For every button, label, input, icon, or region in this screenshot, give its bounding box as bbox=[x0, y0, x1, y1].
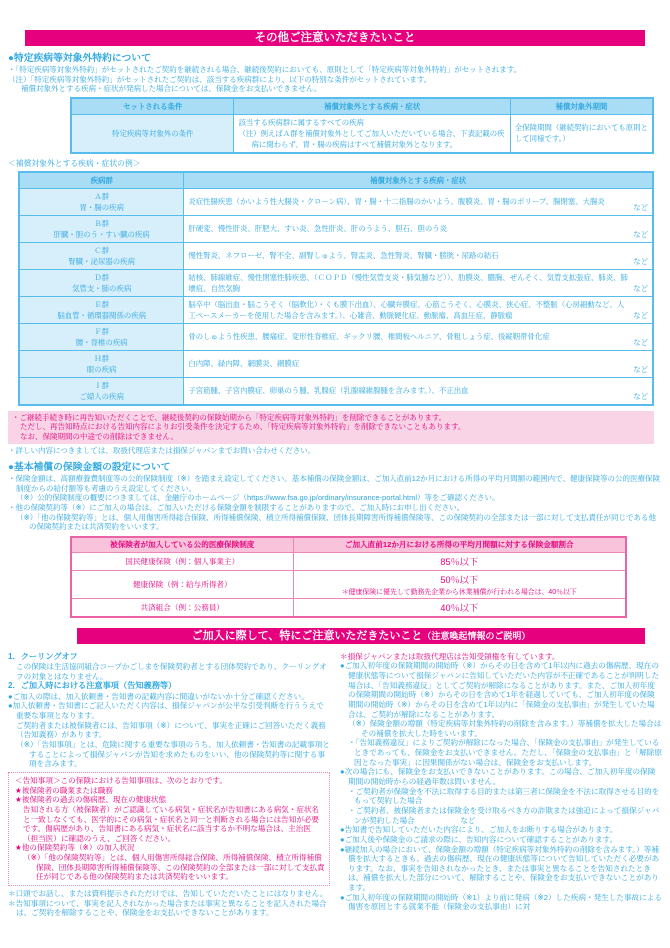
table-row-group-a bbox=[19, 188, 653, 215]
group-name: Ｅ群 bbox=[94, 299, 110, 309]
kokuchi-items-box bbox=[8, 772, 330, 886]
bullet-note: （※）「告知事項」とは、危険に関する重要な事項のうち、加入依頼書・告知書の記載事項とすることによって損保ジャパンが告知を求めたものをいい、他の保険契約等に関する事項を含みます。 bbox=[16, 740, 330, 769]
disease-cell bbox=[234, 114, 510, 153]
section-banner-important-notes bbox=[77, 628, 645, 644]
table-row-group-f bbox=[19, 323, 653, 350]
system-cell: 国民健康保険（例：個人事業主） bbox=[71, 552, 293, 570]
heading-tokutei-tokuyaku: ●特定疾病等対象外特約について bbox=[8, 53, 151, 64]
group-name: Ｉ群 bbox=[94, 380, 110, 390]
diseases-cell bbox=[184, 323, 653, 350]
bullet: ●ご加入後や保険金のご請求の際に、告知内容について確認することがあります。 bbox=[340, 834, 618, 844]
kokuchi-authority-note: ＊損保ジャパンまたは取扱代理店は告知受領権を有しています。 bbox=[340, 651, 560, 661]
group-category: 気管支・肺の疾病 bbox=[72, 283, 132, 293]
etc-label: など bbox=[633, 364, 648, 374]
diseases-text: 肝硬変、慢性肝炎、肝肥大、すい炎、急性肝炎、肝のうよう、胆石、胆のう炎 bbox=[188, 224, 448, 234]
disease-note: （注）例えばＡ群を補償対象外としてご加入いただいている場合、下表記載の疾病に関わらず、胃・腸の疾病はすべて補償対象外となります。 bbox=[238, 128, 505, 149]
two-column-area bbox=[8, 652, 662, 918]
amount-line: ・他の保険契約等（※）にご加入の場合は、ご加入いただける保険金額を制限することがありますので、ご加入時にお申し出ください。 bbox=[8, 502, 465, 512]
diseases-text: 結核、肺線維症、慢性閉塞性肺疾患、（ＣＯＰＤ（慢性気管支炎・肺気腫など））、肋膜炎、膿胸、ぜんそく、気管支拡張症、肺炎、肺壊疽、自然気胸 bbox=[188, 272, 628, 293]
condition-table bbox=[70, 97, 654, 154]
table-row-kokumin bbox=[71, 552, 626, 570]
group-cell bbox=[19, 323, 184, 350]
group-name: Ｈ群 bbox=[94, 353, 110, 363]
table-header-row bbox=[19, 172, 653, 189]
col-header: 被保険者が加入している公的医療保険制度 bbox=[71, 537, 293, 553]
diseases-text: 慢性腎炎、ネフローゼ、腎不全、副腎しゅよう、腎盂炎、急性腎炎、腎臓・膀胱・尿路の結石 bbox=[188, 251, 499, 261]
diseases-cell bbox=[184, 350, 653, 377]
pink-note-line: なお、保険期間の中途での削除はできません。 bbox=[20, 431, 178, 441]
table-row-group-c bbox=[19, 242, 653, 269]
intro-line: （注）「特定疾病等対象外特約」がセットされたご契約は、該当する疾病群により、以下の特別な条件がセットされています。 bbox=[8, 74, 432, 84]
section-banner-other-notes: その他ご注意いただきたいこと bbox=[25, 30, 645, 46]
box-item: ★被保険者の職業または職務 bbox=[15, 785, 113, 795]
renewal-notice-box bbox=[8, 411, 654, 444]
group-category: ご婦人の疾病 bbox=[79, 391, 124, 401]
group-cell bbox=[19, 296, 184, 323]
group-name: Ｆ群 bbox=[94, 326, 110, 336]
diseases-text: 脳卒中（脳出血・脳こうそく（脳軟化）・くも膜下出血）、心臓弁膜症、心筋こうそく、心膜炎、狭心症、不整脈（心房細動など、人工ペースメーカーを使用した場合を含みます。）、心雑音、動脈硬化症、動脈瘤、高血圧症、静脈瘤 bbox=[188, 299, 625, 320]
amount-line: ・保険金額は、高額療養費制度等の公的保険制度（※）を踏まえ設定してください。基本補償の保険金額は、ご加入直前12か月における所得の平均月間額の範囲内で、健康保険等の公的医療保険制度からの給付額等も考慮のうえ設定してください。 bbox=[8, 474, 660, 493]
cooling-off-body: この保険は生活協同組合コープかごしまを保険契約者とする団体契約であり、クーリングオフの対象とはなりません。 bbox=[16, 662, 327, 681]
pink-note-line: ただし、再告知時点における告知内容によりお引受条件を決定するため、「特定疾病等対象外特約」を削除できないこともあります。 bbox=[20, 422, 466, 432]
etc-label: など bbox=[633, 391, 648, 401]
table-header-row bbox=[71, 98, 653, 115]
diseases-text: 炎症性腸疾患（かいよう性大腸炎・クローン病）、胃・腸・十二指腸のかいよう、腹膜炎、胃・腸のポリープ、腸閉塞、大腸炎 bbox=[188, 197, 605, 207]
box-item-body: 告知される方（被保険者）がご認識している病気・症状名が告知書にある病気・症状名と一致しなくても、医学的にその病気・症状名と同一と判断される場合には告知が必要です。傷病歴があり、告知書にある病気・症状名に該当するか不明な場合は、主治医（担当医）に確認のうえ、ご回答ください。 bbox=[23, 804, 320, 843]
group-name: Ａ群 bbox=[94, 191, 110, 201]
col-header: 疾病群 bbox=[19, 172, 184, 189]
disease-group-table bbox=[18, 171, 654, 406]
table-row bbox=[71, 114, 653, 153]
intro-paragraphs bbox=[8, 65, 662, 94]
sub-bullet: ・ご契約者が保険金を不法に取得する目的または第三者に保険金を不法に取得させる目的をもって契約した場合 bbox=[348, 786, 660, 806]
diseases-text: 骨のしゅよう性疾患、腰痛症、変形性脊椎症、ギックリ腰、椎間板ヘルニア、骨粗しょう症、後縦靭帯骨化症 bbox=[188, 332, 550, 342]
amount-note: （※）「他の保険契約等」とは、個人用傷害所得総合保険、所得補償保険、積立所得補償保険、団体長期障害所得補償保険等、この保険契約の全部または一部に対して支払責任が同じである他の保険契約または共済契約をいいます。 bbox=[16, 512, 657, 532]
heading-kokuchi: 2．ご加入時における注意事項（告知義務等） bbox=[8, 681, 177, 691]
bullet-cont: ご契約者または被保険者には、告知事項（※）について、事実を正確にご回答いただく義務（告知義務）があります。 bbox=[16, 720, 326, 740]
ratio-cell: 40％以下 bbox=[293, 598, 626, 617]
heading-cooling-off: 1．クーリングオフ bbox=[8, 651, 78, 661]
group-name: Ｂ群 bbox=[94, 218, 110, 228]
etc-label: など bbox=[633, 256, 648, 266]
table-row-group-e bbox=[19, 296, 653, 323]
table-row-group-b bbox=[19, 215, 653, 242]
table-row-kyosai bbox=[71, 598, 626, 617]
bullet: ●加入依頼書・告知書にご記入いただく内容は、損保ジャパンが公平な引受判断を行ううえで重要な事項となります。 bbox=[8, 701, 324, 721]
etc-label: など bbox=[633, 283, 648, 293]
diseases-cell bbox=[184, 188, 653, 215]
ratio-note: ＊健康保険に優先して勤務先企業から休業補償が行われる場合は、40％以下 bbox=[341, 589, 577, 597]
group-cell bbox=[19, 269, 184, 296]
group-category: 胃・腸の疾病 bbox=[79, 202, 124, 212]
system-cell: 健康保険（例：給与所得者） bbox=[71, 570, 293, 598]
col-header: ご加入直前12か月における所得の平均月間額に対する保険金額割合 bbox=[293, 537, 626, 553]
etc-label: など bbox=[633, 337, 648, 347]
col-header: 補償対象外とする疾病・症状 bbox=[234, 98, 510, 115]
etc-label: など bbox=[633, 229, 648, 239]
group-category: 眼の疾病 bbox=[86, 364, 117, 374]
group-cell bbox=[19, 377, 184, 405]
banner-title: ご加入に際して、特にご注意いただきたいこと bbox=[191, 629, 423, 642]
box-item: ★被保険者の過去の傷病歴、現在の健康状態 bbox=[15, 795, 167, 805]
heading-basic-amount: ●基本補償の保険金額の設定について bbox=[8, 462, 171, 474]
sub-bullet: ・「告知義務違反」によりご契約が解除になった場合、「保険金の支払事由」が発生しているときであっても、保険金をお支払いできません。ただし、「保険金の支払事由」と「解除原因となった事実」に因果関係がない場合は、保険金をお支払いします。 bbox=[348, 738, 662, 767]
bullet: ●ご加入の際は、加入依頼書・告知書の記載内容に間違いがないか十分ご確認ください。 bbox=[8, 691, 309, 701]
ratio-value: 50％以下 bbox=[440, 575, 479, 586]
table-row-group-d bbox=[19, 269, 653, 296]
etc-label: など bbox=[633, 202, 648, 212]
group-category: 腰・脊椎の疾病 bbox=[75, 337, 128, 347]
box-title: ＜告知事項＞この保険における告知事項は、次のとおりです。 bbox=[15, 775, 228, 785]
diseases-text: 子宮筋腫、子宮内膜症、卵巣のう腫、乳腺症（乳腺線維腺腫を含みます。）、不正出血 bbox=[188, 386, 469, 396]
group-cell bbox=[19, 242, 184, 269]
diseases-cell bbox=[184, 242, 653, 269]
period-cell: 全保険期間（継続契約においても原則として同様です。） bbox=[510, 114, 653, 153]
diseases-text: 白内障、緑内障、網膜炎、網膜症 bbox=[188, 359, 300, 369]
ratio-table bbox=[70, 536, 627, 618]
intro-line: 補償対象外とする疾病・症状が発病した場合については、保険金をお支払いできません。 bbox=[21, 84, 322, 94]
amount-paragraphs bbox=[8, 474, 662, 532]
condition-cell: 特定疾病等対象外の条件 bbox=[71, 114, 234, 153]
col-header: セットされる条件 bbox=[71, 98, 234, 115]
table-row-group-h bbox=[19, 350, 653, 377]
system-cell: 共済組合（例：公務員） bbox=[71, 598, 293, 617]
pink-note-line: ・ご継続手続き時に再告知いただくことで、継続後契約の保険始期から「特定疾病等対象外特約」を削除できることがあります。 bbox=[12, 412, 447, 422]
amount-note: （※）公的保険制度の概要につきましては、金融庁のホームページ（https://www.fsa.go.jp/ordinary/insurance-portal.html）等をご確認ください。 bbox=[16, 493, 500, 503]
sub-bullet: ・ご契約者、被保険者または保険金を受け取るべき方の詐欺または強迫によって損保ジャパンが契約した場合 など bbox=[348, 805, 660, 825]
table-row-group-i bbox=[19, 377, 653, 405]
diseases-cell bbox=[184, 296, 653, 323]
table-row-kenko bbox=[71, 570, 626, 598]
contact-line: ・詳しい内容につきましては、取扱代理店または損保ジャパンまでお問い合わせください。 bbox=[8, 445, 316, 455]
group-name: Ｄ群 bbox=[94, 272, 110, 282]
etc-label: など bbox=[633, 310, 648, 320]
diseases-cell bbox=[184, 215, 653, 242]
bullet: ●次の場合にも、保険金をお支払いできないことがあります。この場合、ご加入初年度の保険期間の開始時からの経過年数は問いません。 bbox=[340, 767, 656, 787]
bullet-note: （※）保険金額の増額（特定疾病等対象外特約の削除を含みます。）等補償を拡大した場合はその補償を拡大した時をいいます。 bbox=[348, 719, 662, 738]
col-header: 補償対象外期間 bbox=[510, 98, 653, 115]
example-table-label: ＜補償対象外とする疾病・症状の例＞ bbox=[8, 158, 141, 168]
group-category: 腎臓・泌尿器の疾病 bbox=[68, 256, 135, 266]
diseases-cell bbox=[184, 377, 653, 405]
disease-main: 該当する疾病群に属するすべての疾病 bbox=[238, 117, 364, 127]
group-cell bbox=[19, 188, 184, 215]
group-cell bbox=[19, 215, 184, 242]
bullet: ●ご加入初年度の保険期間の開始時（※1）より前に発病（※2）した疾病・発生した事故による傷害を原因とする就業不能（保険金の支払事由）に対 bbox=[340, 892, 662, 912]
asterisk-note: ＊口頭でお話し、または資料提示されただけでは、告知していただいたことにはなりません。 bbox=[8, 888, 328, 898]
box-item-note: （※）「他の保険契約等」とは、個人用傷害所得総合保険、所得補償保険、積立所得補償保険、団体長期障害所得補償保険等、この保険契約の全部または一部に対して支払責任が同じである他の保険契約または共済契約をいいます。 bbox=[23, 853, 325, 882]
col-header: 補償対象外とする疾病・症状 bbox=[184, 172, 653, 189]
group-cell bbox=[19, 350, 184, 377]
group-name: Ｃ群 bbox=[94, 245, 110, 255]
banner-subtitle: （注意喚起情報のご説明） bbox=[422, 630, 531, 641]
left-column bbox=[8, 652, 330, 918]
intro-line: ・「特定疾病等対象外特約」がセットされたご契約を継続される場合、継続後契約においても、原則として「特定疾病等対象外特約」がセットされます。 bbox=[8, 65, 522, 74]
group-category: 肝臓・胆のう・すい臓の疾病 bbox=[53, 229, 150, 239]
ratio-cell bbox=[293, 570, 626, 598]
right-column bbox=[340, 652, 662, 918]
ratio-cell: 85％以下 bbox=[293, 552, 626, 570]
box-item: ★他の保険契約等（※）の加入状況 bbox=[15, 843, 135, 853]
asterisk-note: ＊告知事項について、事実を記入されなかった場合または事実と異なることを記入された場合は、ご契約を解除することや、保険金をお支払いできないことがあります。 bbox=[8, 898, 327, 918]
bullet: ●継続加入の場合において、保険金額の増額（特定疾病等対象外特約の削除を含みます。）等補償を拡大するときも、過去の傷病歴、現在の健康状態等について告知していただく必要があります。なお、事実を告知されなかったとき、または事実と異なることを告知されたときは、補償を拡大した部分について、解除することや、保険金をお支払いできないことがあります。 bbox=[340, 844, 660, 893]
diseases-cell bbox=[184, 269, 653, 296]
bullet: ●告知書で告知していただいた内容により、ご加入をお断りする場合があります。 bbox=[340, 825, 618, 835]
bullet: ●ご加入初年度の保険期間の開始時（※）からその日を含めて1年以内に過去の傷病歴、現在の健康状態等について損保ジャパンに告知していただいた内容が不正確であることが判明した場合は、「告知義務違反」としてご契約が解除になることがあります。また、ご加入初年度の保険期間の開始時（※）からその日を含めて1年を経過していても、ご加入初年度の保険期間の開始時（※）からその日を含めて1年以内に「保険金の支払事由」が発生していた場合は、ご契約が解除になることがあります。 bbox=[340, 661, 660, 719]
table-header-row bbox=[71, 537, 626, 553]
group-category: 脳血管・循環器関係の疾病 bbox=[57, 310, 147, 320]
